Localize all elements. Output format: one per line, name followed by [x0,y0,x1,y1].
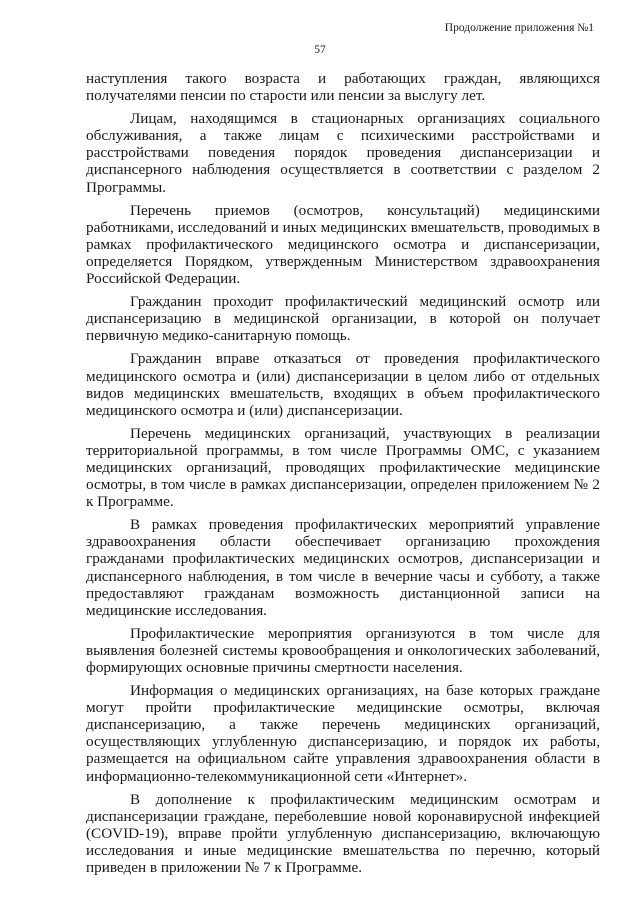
paragraph-7: В рамках проведения профилактических мероприятий управление здравоохранения области обеспечивает организацию прохождения гражданами профилактических медицинских осмотров, диспансеризации и диспансерного наблюдения, в том числе в вечерние часы и субботу, а также предоставляют гражданам возможность дистанционной записи на медицинские исследования. [86,516,600,619]
paragraph-5: Гражданин вправе отказаться от проведения профилактического медицинского осмотра и (или) диспансеризации в целом либо от отдельных видов медицинских вмешательств, входящих в объем профилактического медицинского осмотра и (или) диспансеризации. [86,350,600,419]
page-number: 57 [314,44,326,56]
paragraph-8: Профилактические мероприятия организуются в том числе для выявления болезней системы кровообращения и онкологических заболеваний, формирующих основные причины смертности населения. [86,624,600,676]
paragraph-9: Информация о медицинских организациях, на базе которых граждане могут пройти профилактические медицинские осмотры, включая диспансеризацию, а также перечень медицинских организаций, осуществляющих углубленную диспансеризацию, и порядок их работы, размещается на официальном сайте управления здравоохранения области в информационно-телекоммуникационной сети «Интернет». [86,682,600,785]
paragraph-2: Лицам, находящимся в стационарных организациях социального обслуживания, а также лицам с психическими расстройствами и расстройствами поведения порядок проведения диспансеризации и диспансерного наблюдения осуществляется в соответствии с разделом 2 Программы. [86,110,600,196]
paragraph-10: В дополнение к профилактическим медицинским осмотрам и диспансеризации граждане, переболевшие новой коронавирусной инфекцией (COVID-19), вправе пройти углубленную диспансеризацию, включающую исследования и иные медицинские вмешательства по перечню, который приведен в приложении № 7 к Программе. [86,790,600,877]
document-body [86,70,600,882]
paragraph-4: Гражданин проходит профилактический медицинский осмотр или диспансеризацию в медицинской организации, в которой он получает первичную медико-санитарную помощь. [86,293,600,345]
paragraph-3: Перечень приемов (осмотров, консультаций) медицинскими работниками, исследований и иных медицинских вмешательств, проводимых в рамках профилактического медицинского осмотра и диспансеризации, определяется Порядком, утвержденным Министерством здравоохранения Российской Федерации. [86,201,600,288]
appendix-header: Продолжение приложения №1 [444,22,594,34]
paragraph-6: Перечень медицинских организаций, участвующих в реализации территориальной программы, в том числе Программы ОМС, с указанием медицинских организаций, проводящих профилактические медицинские осмотры, в том числе в рамках диспансеризации, определен приложением № 2 к Программе. [86,424,600,511]
paragraph-1: наступления такого возраста и работающих граждан, являющихся получателями пенсии по старости или пенсии за выслугу лет. [86,70,600,105]
